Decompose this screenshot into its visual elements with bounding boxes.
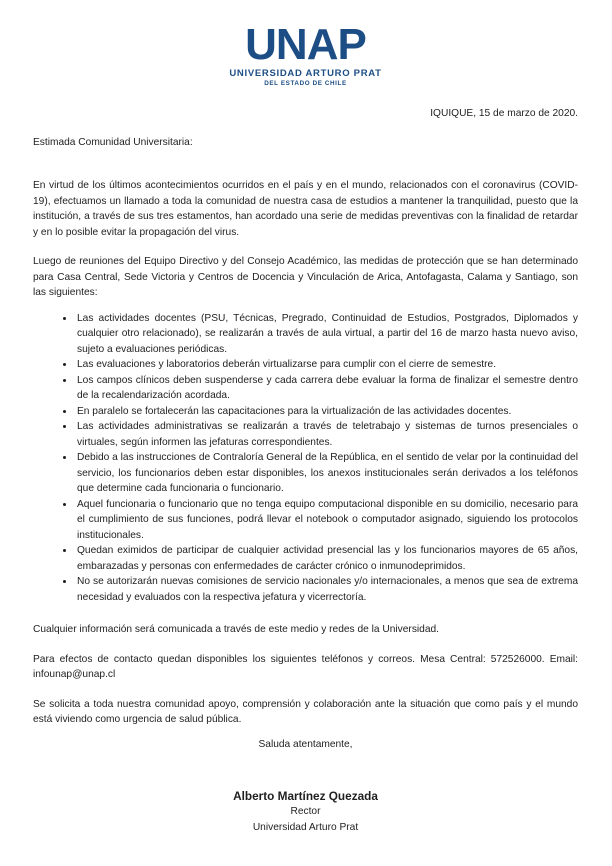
salutation: Estimada Comunidad Universitaria:	[33, 136, 193, 148]
measure-item-3: • Los campos clínicos deben suspenderse y cada carrera debe evaluar la forma de finalizar el semestre dentro de la recalendarización acordada.	[75, 373, 578, 404]
measure-item-1: • Las actividades docentes (PSU, Técnicas, Pregrado, Continuidad de Estudios, Postgrados, Diplomados y cualquier otro relacionado), se realizarán a través de aula virtual, a partir del 16 de marzo hasta nuevo aviso, sujeto a evaluaciones periódicas.	[75, 311, 578, 358]
measure-item-5: • Las actividades administrativas se realizarán a través de teletrabajo y sistemas de turnos presenciales o virtuales, según informen las jefaturas correspondientes.	[75, 419, 578, 450]
signature-name: Alberto Martínez Quezada	[233, 789, 378, 803]
outro-paragraph-1: Cualquier información será comunicada a través de este medio y redes de la Universidad.	[33, 624, 440, 635]
measure-item-8: • Quedan eximidos de participar de cualquier actividad presencial las y los funcionarios mayores de 65 años, embarazadas y personas con enfermedades de carácter crónico o inmunodeprimidos.	[75, 543, 578, 574]
university-logo	[33, 20, 578, 88]
intro-paragraph-1: En virtud de los últimos acontecimientos ocurridos en el país y en el mundo, relacionados con el coronavirus (COVID-19), efectuamos un llamado a toda la comunidad de nuestra casa de estudios a mantener la tranquilidad, puesto que la institución, a través de sus tres estamentos, han acordado una serie de medidas preventivas con la finalidad de retardar y en lo posible evitar la propagación del virus.	[33, 180, 578, 238]
outro-paragraph-3: Se solicita a toda nuestra comunidad apoyo, comprensión y colaboración ante la situación que como país y el mundo está viviendo como urgencia de salud pública.	[33, 698, 578, 725]
signature-block	[33, 788, 578, 835]
measure-item-4: • En paralelo se fortalecerán las capacitaciones para la virtualización de las actividades docentes.	[75, 404, 578, 420]
logo-university-name: UNIVERSIDAD ARTURO PRAT	[229, 68, 382, 79]
measure-item-6: • Debido a las instrucciones de Contraloría General de la República, en el sentido de velar por la continuidad del servicio, los funcionarios deben estar disponibles, los anexos institucionales serán derivados a los teléfonos que determine cada funcionaria o funcionario.	[75, 450, 578, 497]
dateline: IQUIQUE, 15 de marzo de 2020.	[430, 108, 578, 119]
measure-item-2: • Las evaluaciones y laboratorios deberán virtualizarse para cumplir con el cierre de semestre.	[75, 357, 578, 373]
closing-line: Saluda atentamente,	[258, 738, 353, 750]
logo-acronym-text: UNAP	[245, 20, 366, 69]
signature-title: Rector	[290, 806, 321, 817]
signature-org: Universidad Arturo Prat	[252, 821, 359, 833]
logo-subtitle-text: DEL ESTADO DE CHILE	[264, 80, 347, 87]
measures-list	[33, 311, 578, 606]
intro-paragraph-2: Luego de reuniones del Equipo Directivo y del Consejo Académico, las medidas de protección que se han determinado para Casa Central, Sede Victoria y Centros de Docencia y Vinculación de Arica, Antofagasta, Calama y Santiago, son las siguientes:	[33, 256, 578, 298]
measure-item-7: • Aquel funcionaria o funcionario que no tenga equipo computacional disponible en su domicilio, necesario para el cumplimiento de sus funciones, podrá llevar el notebook o computador asignado, siguiendo los protocolos institucionales.	[75, 497, 578, 544]
measure-item-9: • No se autorizarán nuevas comisiones de servicio nacionales y/o internacionales, a menos que sea de extrema necesidad y evaluados con la respectiva jefatura y vicerrectoría.	[75, 574, 578, 605]
outro-paragraph-2: Para efectos de contacto quedan disponibles los siguientes teléfonos y correos. Mesa Central: 572526000. Email: infounap@unap.cl	[33, 653, 578, 680]
